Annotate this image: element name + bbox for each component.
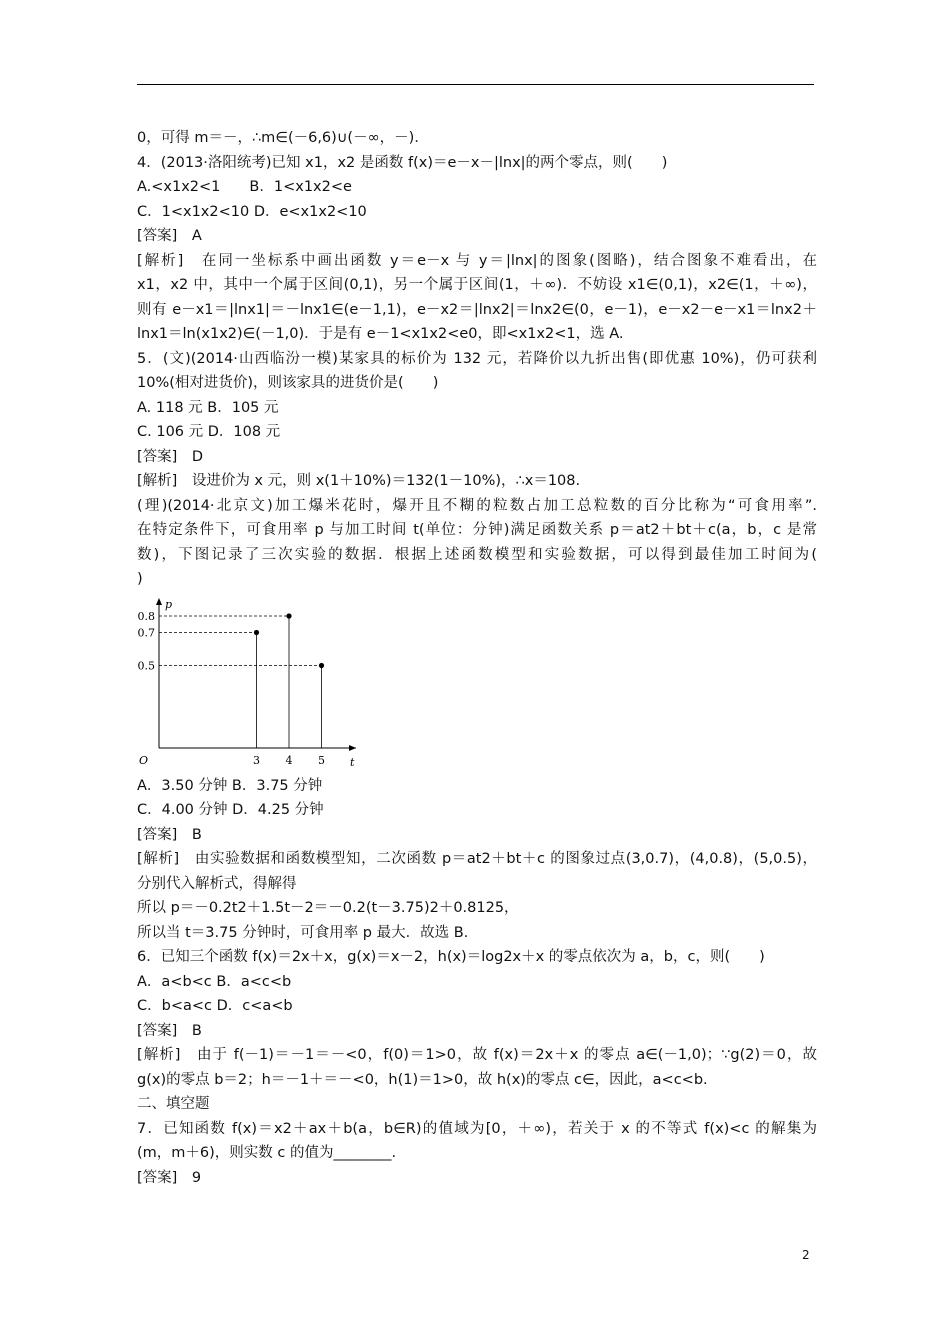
text-line: 所以 p＝－0.2t2＋1.5t－2＝－0.2(t－3.75)2＋0.8125， <box>137 900 519 916</box>
y-tick-label: 0.5 <box>137 659 155 672</box>
y-tick-label: 0.8 <box>137 609 155 623</box>
origin-label: O <box>139 753 149 767</box>
text-line: [解析] 设进价为 x 元，则 x(1＋10%)＝132(1－10%)，∴x＝108. <box>137 473 581 489</box>
text-line: C．1<x1x2<10 D．e<x1x2<10 <box>137 203 367 220</box>
text-line: 6．已知三个函数 f(x)＝2x＋x，g(x)＝x－2，h(x)＝log2x＋x 的零点依次为 a，b，c，则( ) <box>137 949 765 965</box>
text-line: A. 118 元 B．105 元 <box>137 399 279 416</box>
data-chart <box>137 596 377 768</box>
text-line: A.<x1x2<1 B．1<x1x2<e <box>137 179 352 195</box>
x-tick-label: 3 <box>253 753 260 767</box>
text-line: C. 106 元 D．108 元 <box>137 424 281 440</box>
text-line: 10%(相对进货价)，则该家具的进货价是( ) <box>137 375 439 391</box>
text-line: [答案] B <box>137 826 202 843</box>
text-line: 7．已知函数 f(x)＝x2＋ax＋b(a，b∈R)的值域为[0，＋∞)，若关于 x 的不等式 f(x)<c 的解集为 <box>137 1120 817 1137</box>
text-line: 4．(2013·洛阳统考)已知 x1，x2 是函数 f(x)＝e－x－|lnx|的两个零点，则( ) <box>137 154 668 171</box>
text-line: x1，x2 中，其中一个属于区间(0,1)，另一个属于区间(1，＋∞)．不妨设 x1∈(0,1)，x2∈(1，＋∞)， <box>137 277 817 293</box>
text-block-after-chart <box>137 774 817 1191</box>
y-axis-arrow <box>156 598 162 605</box>
header-rule <box>137 84 814 85</box>
y-tick-label: 0.7 <box>137 626 155 639</box>
x-tick-label: 5 <box>318 753 325 767</box>
text-line: 5．(文)(2014·山西临汾一模)某家具的标价为 132 元，若降价以九折出售(即优惠 10%)，仍可获利 <box>137 350 817 367</box>
text-line: A．3.50 分钟 B．3.75 分钟 <box>137 777 323 794</box>
page-number: 2 <box>802 1248 810 1262</box>
data-point <box>254 629 259 634</box>
text-line: 所以当 t＝3.75 分钟时，可食用率 p 最大．故选 B. <box>137 924 469 941</box>
x-axis-label: t <box>350 755 355 768</box>
text-line: g(x)的零点 b＝2；h＝－1＋＝－<0，h(1)＝1>0，故 h(x)的零点 c∈，因此，a<c<b. <box>137 1071 708 1088</box>
text-line: 二、填空题 <box>137 1096 210 1112</box>
text-line: [解析] 由于 f(－1)＝－1＝－<0，f(0)＝1>0，故 f(x)＝2x＋x 的零点 a∈(－1,0)；∵g(2)＝0，故 <box>137 1047 817 1063</box>
text-line: [解析] 在同一坐标系中画出函数 y＝e－x 与 y＝|lnx|的图象(图略)，结合图象不难看出，在 <box>137 252 817 269</box>
x-axis-arrow <box>349 745 356 751</box>
y-axis-label: p <box>165 597 173 611</box>
document-body <box>137 126 817 1190</box>
text-line: 则有 e－x1＝|lnx1|＝－lnx1∈(e－1,1)，e－x2＝|lnx2|＝lnx2∈(0，e－1)，e－x2－e－x1＝lnx2＋ <box>137 301 817 318</box>
text-line: lnx1＝ln(x1x2)∈(－1,0)．于是有 e－1<x1x2<e0，即<x1x2<1，选 A. <box>137 326 624 342</box>
data-point <box>319 662 324 667</box>
text-line: C．b<a<c D．c<a<b <box>137 998 293 1014</box>
text-line: [答案] D <box>137 448 203 465</box>
text-line: A．a<b<c B．a<c<b <box>137 973 292 990</box>
text-line: 0，可得 m＝－，∴m∈(－6,6)∪(－∞，－)． <box>137 130 429 146</box>
text-line: (理)(2014·北京文)加工爆米花时，爆开且不糊的粒数占加工总粒数的百分比称为“可食用率”. <box>137 497 817 514</box>
text-block-before-chart <box>137 126 817 592</box>
data-point <box>286 613 291 618</box>
text-line: [解析] 由实验数据和函数模型知，二次函数 p＝at2＋bt＋c 的图象过点(3,0.7)，(4,0.8)，(5,0.5)， <box>137 851 817 867</box>
text-line: 在特定条件下，可食用率 p 与加工时间 t(单位：分钟)满足函数关系 p＝at2＋bt＋c(a，b，c 是常 <box>137 522 817 538</box>
text-line: [答案] B <box>137 1022 202 1039</box>
text-line: [答案] A <box>137 228 202 244</box>
text-line: [答案] 9 <box>137 1169 202 1186</box>
text-line: C．4.00 分钟 D．4.25 分钟 <box>137 802 324 818</box>
text-line: ) <box>137 571 143 587</box>
x-tick-label: 4 <box>285 753 293 767</box>
text-line: (m，m＋6)，则实数 c 的值为________. <box>137 1145 397 1161</box>
text-line: 数)，下图记录了三次实验的数据．根据上述函数模型和实验数据，可以得到最佳加工时间为( <box>137 546 817 563</box>
text-line: 分别代入解析式，得解得 <box>137 875 297 892</box>
